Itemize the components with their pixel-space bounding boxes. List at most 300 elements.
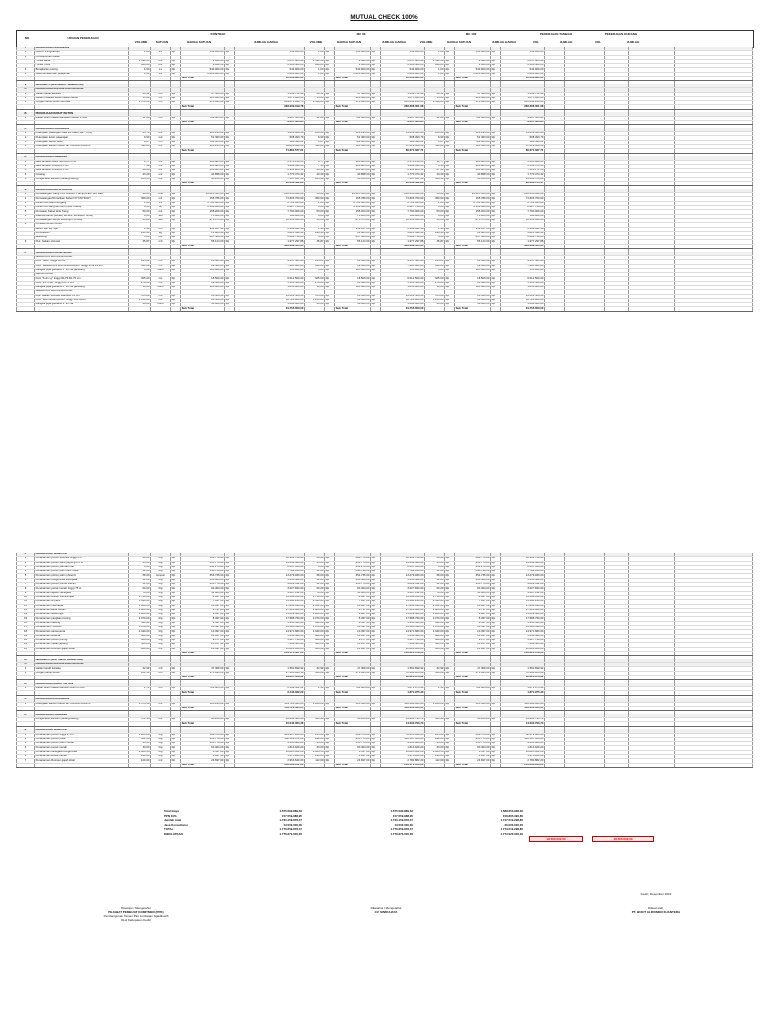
item-number: 11 bbox=[17, 600, 35, 604]
item-number: 1 bbox=[17, 132, 35, 136]
rp-cell: Rp bbox=[325, 613, 335, 617]
mc-amount: 7.563.500,00 bbox=[381, 643, 425, 647]
mc-unit-price: 648.738,00 bbox=[335, 570, 371, 574]
mc-volume: 43,00 bbox=[305, 561, 325, 565]
header-kurang-vol: VOL bbox=[594, 40, 602, 44]
rp-cell: Rp bbox=[445, 140, 455, 144]
mc-volume: 949,00 bbox=[305, 64, 325, 68]
rp-cell: Rp bbox=[491, 687, 501, 691]
item-number: 3 bbox=[17, 565, 35, 569]
kontrak-unit: Set bbox=[151, 214, 171, 218]
kontrak-unit-price: 335.776,00 bbox=[181, 742, 225, 746]
item-description: Penanaman pohon palm ekor tupai bbox=[35, 570, 129, 574]
mc2-amount: 14.522.500,00 bbox=[501, 294, 545, 298]
subtotal-label: Sub Total bbox=[181, 181, 225, 185]
mc-unit-price: 18.500,00 bbox=[335, 298, 371, 302]
item-description: Penanaman kristal merah bbox=[35, 755, 129, 759]
kontrak-volume: 30,00 bbox=[129, 746, 151, 750]
totals-mc: 1.776.670.000,00 bbox=[390, 832, 413, 836]
rp-cell: Rp bbox=[491, 260, 501, 264]
mc-volume: 9,90 bbox=[305, 136, 325, 140]
kontrak-unit-price: 10.397,00 bbox=[181, 630, 225, 634]
rp-cell: Rp bbox=[491, 116, 501, 120]
mc-amount: 20.720.000,00 bbox=[381, 298, 425, 302]
subtotal-mc2: 9.297.323,64 bbox=[501, 120, 545, 124]
subtotal-mc: 218.221.079,00 bbox=[381, 651, 425, 655]
rp-cell: Rp bbox=[371, 565, 381, 569]
mc-unit-price: 50.000,00 bbox=[335, 303, 371, 307]
item-description: JEMBATAN WAYANGKURMA bbox=[35, 255, 129, 259]
mc2-amount: 1.175.280,00 bbox=[501, 755, 545, 759]
kontrak-amount: 16.042.364,46 bbox=[235, 718, 305, 722]
rp-cell: Rp bbox=[325, 164, 335, 168]
mc-volume: 78,00 bbox=[305, 591, 325, 595]
mc-unit-price: 12.906,00 bbox=[335, 231, 371, 235]
mc-unit-price: 867.586,00 bbox=[335, 236, 371, 240]
totals-mc2: 1.773.519.298,80 bbox=[500, 827, 523, 832]
header-tambah-vol: VOL bbox=[532, 40, 540, 44]
rp-cell: Rp bbox=[445, 733, 455, 737]
kontrak-unit: btg bbox=[151, 621, 171, 625]
rp-cell: Rp bbox=[491, 718, 501, 722]
rp-cell: Rp bbox=[171, 565, 181, 569]
mc-unit-price: 18.500,00 bbox=[335, 264, 371, 268]
rp-cell: Rp bbox=[491, 587, 501, 591]
rp-cell: Rp bbox=[171, 286, 181, 290]
kontrak-unit: m3 bbox=[151, 92, 171, 96]
mc-volume: 1,00 bbox=[305, 72, 325, 76]
item-description: Panel box board tengang bbox=[35, 201, 129, 205]
item-number: 5 bbox=[17, 210, 35, 214]
mc2-amount: 555.000,00 bbox=[501, 268, 545, 272]
mc2-amount: 14.971.680,00 bbox=[501, 630, 545, 634]
empty-cell bbox=[371, 763, 381, 767]
rp-cell: Rp bbox=[171, 759, 181, 763]
mc-unit-price: 10.947,00 bbox=[335, 634, 371, 638]
mc-volume: 9,77 bbox=[305, 160, 325, 164]
mc-volume: 2.730,00 bbox=[305, 595, 325, 599]
mc-amount: 3.333.330,00 bbox=[381, 621, 425, 625]
rp-cell: Rp bbox=[325, 667, 335, 671]
kontrak-unit-price: 2.106.936,00 bbox=[181, 206, 225, 210]
rp-cell: Rp bbox=[225, 746, 235, 750]
kontrak-unit: btg bbox=[151, 600, 171, 604]
empty-cell bbox=[129, 307, 151, 311]
kontrak-amount: 3.627.840,00 bbox=[235, 587, 305, 591]
rp-cell: Rp bbox=[491, 281, 501, 285]
kontrak-amount: 7.147.851,36 bbox=[235, 177, 305, 181]
section-number: B bbox=[17, 683, 35, 687]
kontrak-amount: 74.603.700,00 bbox=[235, 197, 305, 201]
mc2-amount: 20.720.000,00 bbox=[501, 298, 545, 302]
mc-unit-price: 782.603,00 bbox=[335, 116, 371, 120]
rp-cell: Rp bbox=[491, 600, 501, 604]
rp-cell: Rp bbox=[225, 264, 235, 268]
kontrak-amount: 4.365.088,00 bbox=[235, 742, 305, 746]
kontrak-unit: m3 bbox=[151, 671, 171, 675]
subtotal-label: Sub Total bbox=[181, 149, 225, 153]
kontrak-amount: 1.000.000,00 bbox=[235, 303, 305, 307]
kontrak-volume: 26,38 bbox=[129, 169, 151, 173]
mc2-volume: 10,00 bbox=[425, 286, 445, 290]
rp-cell: Rp bbox=[371, 746, 381, 750]
kontrak-unit: btg bbox=[151, 746, 171, 750]
rp-cell: Rp bbox=[371, 759, 381, 763]
kontrak-unit: Ls bbox=[151, 68, 171, 72]
kontrak-unit-price: 47.308,00 bbox=[181, 667, 225, 671]
item-description: Font "K-di-r-g" tinggi 60-75-82-75 cm bbox=[35, 277, 129, 281]
mc-unit-price: 18.500,00 bbox=[335, 277, 371, 281]
kontrak-unit: m1 bbox=[151, 96, 171, 100]
rp-cell: Rp bbox=[171, 702, 181, 706]
mc-volume: 1.200,00 bbox=[305, 702, 325, 706]
mc2-amount: 15.283.590,00 bbox=[501, 626, 545, 630]
kontrak-unit: Unit bbox=[151, 193, 171, 197]
kontrak-unit: m2 bbox=[151, 647, 171, 651]
rp-cell: Rp bbox=[171, 733, 181, 737]
item-description: Penanaman bougenville variegata bbox=[35, 578, 129, 582]
mc-unit-price: 24.697,00 bbox=[335, 759, 371, 763]
subtotal-label: Sub Total bbox=[181, 244, 225, 248]
mc2-unit-price: 24.697,00 bbox=[455, 759, 491, 763]
item-description: Penanaman pohon pucuk merah bbox=[35, 583, 129, 587]
subtotal-label-mc: Sub Total bbox=[335, 105, 371, 109]
rp-cell: Rp bbox=[225, 638, 235, 642]
empty-cell bbox=[171, 763, 181, 767]
rp-cell: Rp bbox=[371, 145, 381, 149]
mc-amount: 15.283.590,00 bbox=[381, 626, 425, 630]
item-number: 12 bbox=[17, 604, 35, 608]
mc2-unit-price: 60.464,00 bbox=[455, 587, 491, 591]
kontrak-unit-price: 7.097,00 bbox=[181, 600, 225, 604]
mc-volume: 325,00 bbox=[305, 277, 325, 281]
mc2-volume: 1.980,00 bbox=[425, 608, 445, 612]
kontrak-volume: 1,00 bbox=[129, 72, 151, 76]
kontrak-amount: 1.850.000,00 bbox=[235, 286, 305, 290]
kontrak-unit: btg bbox=[151, 591, 171, 595]
totals-kontrak: 157.559.988,95 bbox=[281, 813, 302, 818]
subtotal-label-mc: Sub Total bbox=[335, 706, 371, 710]
rp-cell: Rp bbox=[491, 667, 501, 671]
subtotal-label-mc: Sub Total bbox=[335, 181, 371, 185]
mc2-amount: 1.770.474,42 bbox=[501, 173, 545, 177]
kontrak-volume: 14,00 bbox=[129, 218, 151, 222]
mc2-volume: 235,00 bbox=[425, 260, 445, 264]
kontrak-volume: 9,90 bbox=[129, 136, 151, 140]
item-description: Penanaman Rumput gajah lokal bbox=[35, 759, 129, 763]
mc2-amount: 67.419.000,00 bbox=[501, 145, 545, 149]
mc-volume: 1,00 bbox=[305, 51, 325, 55]
rp-cell: Rp bbox=[171, 51, 181, 55]
mc2-volume: 1,00 bbox=[425, 72, 445, 76]
mc2-unit-price: 15.127,00 bbox=[455, 643, 491, 647]
mc2-amount: 3.627.840,00 bbox=[501, 587, 545, 591]
subtotal-kontrak: 159.720.495,05 bbox=[235, 706, 305, 710]
item-number: 2 bbox=[17, 671, 35, 675]
mc-unit-price: 2.781.835,00 bbox=[335, 201, 371, 205]
rp-cell: Rp bbox=[325, 630, 335, 634]
mc-amount: 78.813.840,00 bbox=[381, 733, 425, 737]
mc2-unit-price: 8.797,00 bbox=[455, 608, 491, 612]
mc-amount: 1.175.280,00 bbox=[381, 755, 425, 759]
rp-cell: Rp bbox=[445, 201, 455, 205]
rp-cell: Rp bbox=[325, 574, 335, 578]
item-number: 4 bbox=[17, 746, 35, 750]
kontrak-amount: 6.961.286,30 bbox=[235, 169, 305, 173]
mc2-volume: 2.070,00 bbox=[425, 617, 445, 621]
kontrak-amount: 469.217.280,00 bbox=[235, 733, 305, 737]
mc-volume: 235,00 bbox=[305, 260, 325, 264]
item-description: Penanaman anamia bbox=[35, 634, 129, 638]
mc-volume: 112,60 bbox=[305, 759, 325, 763]
mc2-volume: 410,00 bbox=[425, 264, 445, 268]
left-role-line2: PEJABAT PEMBUAT KOMITMEN (PPK) bbox=[108, 910, 164, 914]
mc-unit-price: 782.603,00 bbox=[335, 687, 371, 691]
kontrak-unit-price: 43.226,00 bbox=[181, 177, 225, 181]
mc2-volume: 30,00 bbox=[425, 746, 445, 750]
mc-amount: 524.344,01 bbox=[381, 140, 425, 144]
mc2-unit-price: 43.226,00 bbox=[455, 177, 491, 181]
mc-volume: 1.550,00 bbox=[305, 101, 325, 105]
mc2-unit-price: 9.847,00 bbox=[455, 613, 491, 617]
mc2-unit-price: 113.500,00 bbox=[455, 702, 491, 706]
header-mc-volume: VOLUME bbox=[309, 40, 323, 44]
mc2-unit-price: 782.603,00 bbox=[455, 687, 491, 691]
subtotal-kontrak: 383.389.534,64 bbox=[235, 244, 305, 248]
kontrak-unit: m3 bbox=[151, 227, 171, 231]
section-number: C bbox=[17, 128, 35, 132]
item-description: Font "WAYANGKURMA" tinggi 100-95cm bbox=[35, 298, 129, 302]
mc2-amount: 5.161.500,00 bbox=[501, 281, 545, 285]
kontrak-unit-price: 18.500,00 bbox=[181, 277, 225, 281]
mc-volume: 1.440,00 bbox=[305, 630, 325, 634]
kontrak-amount: 13.368.810,00 bbox=[235, 595, 305, 599]
mc-amount: 17.843.610,00 bbox=[381, 604, 425, 608]
subtotal-kontrak: 20.352.462,83 bbox=[235, 181, 305, 185]
kontrak-unit-price: 10.947,00 bbox=[181, 634, 225, 638]
rp-cell: Rp bbox=[325, 561, 335, 565]
mc-volume: 20,00 bbox=[305, 303, 325, 307]
kontrak-amount: 7.760.000,00 bbox=[235, 210, 305, 214]
rp-cell: Rp bbox=[371, 626, 381, 630]
mc-volume: 3,00 bbox=[305, 236, 325, 240]
subtotal-kontrak: 61.754.000,00 bbox=[235, 307, 305, 311]
mc2-amount: 2.158.579,30 bbox=[501, 164, 545, 168]
kontrak-unit: m3 bbox=[151, 240, 171, 244]
item-description: Dokumentasi dan pelaporan bbox=[35, 72, 129, 76]
rp-cell: Rp bbox=[225, 240, 235, 244]
item-description: Penanaman agave variegata bbox=[35, 591, 129, 595]
rp-cell: Rp bbox=[171, 136, 181, 140]
mc-unit-price: 60.464,00 bbox=[335, 587, 371, 591]
mc2-volume: 1.180,00 bbox=[425, 613, 445, 617]
mc-amount: 2.578.156,45 bbox=[381, 160, 425, 164]
kontrak-amount: 108.119.872,00 bbox=[235, 737, 305, 741]
section-title: PEKERJAAN RABAT BETON bbox=[35, 683, 129, 687]
item-description: Penanaman pohon tembesi tinggi 3 m bbox=[35, 557, 129, 561]
rp-cell: Rp bbox=[491, 193, 501, 197]
mc2-amount: 265.042.250,00 bbox=[501, 101, 545, 105]
kontrak-volume: 2.590,00 bbox=[129, 59, 151, 63]
section-number: D bbox=[17, 156, 35, 160]
rp-cell: Rp bbox=[171, 600, 181, 604]
header-mc2-volume: VOLUME bbox=[419, 40, 433, 44]
kontrak-unit: btg bbox=[151, 742, 171, 746]
rp-cell: Rp bbox=[225, 737, 235, 741]
kontrak-unit-price: 10.947,00 bbox=[181, 604, 225, 608]
mc2-volume: 28,00 bbox=[425, 557, 445, 561]
mc-amount: 5.627.740,00 bbox=[381, 638, 425, 642]
kontrak-unit: cm bbox=[151, 277, 171, 281]
rp-cell: Rp bbox=[325, 68, 335, 72]
item-description: Penanaman pohon pandan bali bbox=[35, 565, 129, 569]
mc2-amount: 14.438.368,00 bbox=[501, 561, 545, 565]
rp-cell: Rp bbox=[225, 587, 235, 591]
rp-cell: Rp bbox=[325, 303, 335, 307]
totals-label: Jasa Konsultansi bbox=[164, 822, 188, 827]
mc2-unit-price: 4.897,00 bbox=[455, 755, 491, 759]
kontrak-unit: btg bbox=[151, 626, 171, 630]
mc-amount: 8.427.744,00 bbox=[381, 206, 425, 210]
rp-cell: Rp bbox=[445, 173, 455, 177]
subtotal-kontrak: 16.042.364,46 bbox=[235, 722, 305, 726]
item-description: Pekerjaan pasangan bata 1/2 bata (1pc : 4 ps) bbox=[35, 132, 129, 136]
item-number: 6 bbox=[17, 755, 35, 759]
signature-middle bbox=[306, 906, 466, 914]
mc-unit-price: 170.995,00 bbox=[335, 101, 371, 105]
kontrak-volume: 10,00 bbox=[129, 193, 151, 197]
mc-unit-price: 8.797,00 bbox=[335, 608, 371, 612]
rp-cell: Rp bbox=[371, 140, 381, 144]
mc2-volume: 390,00 bbox=[425, 621, 445, 625]
item-number: 10 bbox=[17, 595, 35, 599]
item-number: 9 bbox=[17, 240, 35, 244]
kontrak-amount: 2.781.835,00 bbox=[235, 201, 305, 205]
mc2-volume: 2,48 bbox=[425, 227, 445, 231]
rp-cell: Rp bbox=[491, 604, 501, 608]
rp-cell: Rp bbox=[491, 231, 501, 235]
boq-table-bottom bbox=[16, 553, 753, 768]
item-description: Batu andesit halus 30x30x3,5 cm bbox=[35, 160, 129, 164]
section-number: D bbox=[17, 714, 35, 718]
rp-cell: Rp bbox=[325, 617, 335, 621]
rp-cell: Rp bbox=[325, 570, 335, 574]
mc2-volume: 43,00 bbox=[425, 561, 445, 565]
rp-cell: Rp bbox=[445, 227, 455, 231]
rp-cell: Rp bbox=[325, 59, 335, 63]
header-mc2-jumlah: JUMLAH HARGA bbox=[491, 40, 517, 44]
rp-cell: Rp bbox=[171, 617, 181, 621]
kontrak-unit: btg bbox=[151, 613, 171, 617]
rp-cell: Rp bbox=[371, 193, 381, 197]
kontrak-volume: 1.280,00 bbox=[129, 733, 151, 737]
subtotal-mc2: 80.071.337,71 bbox=[501, 149, 545, 153]
rp-cell: Rp bbox=[371, 286, 381, 290]
rp-cell: Rp bbox=[491, 160, 501, 164]
kontrak-unit-price: 60.464,00 bbox=[181, 746, 225, 750]
mc-volume: 15,00 bbox=[305, 96, 325, 100]
mc-volume: 100,00 bbox=[305, 132, 325, 136]
mc2-unit-price: 366.576,00 bbox=[455, 733, 491, 737]
mc2-amount: 78.466.186,00 bbox=[501, 671, 545, 675]
rp-cell: Rp bbox=[325, 240, 335, 244]
totals-kontrak: 1.733.159.878,47 bbox=[279, 818, 302, 823]
rp-cell: Rp bbox=[225, 72, 235, 76]
empty-cell bbox=[545, 763, 565, 767]
subtotal-mc2: 218.221.079,00 bbox=[501, 651, 545, 655]
mc2-volume: 1.550,00 bbox=[425, 101, 445, 105]
mc2-unit-price: 8.547,00 bbox=[455, 750, 491, 754]
kontrak-unit-price: 15.127,00 bbox=[181, 643, 225, 647]
rp-cell: Rp bbox=[445, 59, 455, 63]
subtotal-label-mc: Sub Total bbox=[335, 307, 371, 311]
rp-cell: Rp bbox=[491, 277, 501, 281]
mc-unit-price: 113.500,00 bbox=[335, 145, 371, 149]
rp-cell: Rp bbox=[225, 193, 235, 197]
rp-cell: Rp bbox=[325, 759, 335, 763]
mc-volume: 35,87 bbox=[305, 240, 325, 244]
mc2-volume: 299,00 bbox=[425, 737, 445, 741]
mc2-unit-price: 10.397,00 bbox=[455, 630, 491, 634]
kontrak-volume: 20,00 bbox=[129, 303, 151, 307]
item-description: Penanaman Bokoh merah/hijau bbox=[35, 595, 129, 599]
subtotal-label-mc2: Sub Total bbox=[455, 105, 491, 109]
rp-cell: Rp bbox=[325, 193, 335, 197]
rp-cell: Rp bbox=[491, 578, 501, 582]
mc2-amount: 4.347.500,00 bbox=[501, 260, 545, 264]
kontrak-unit-price: 341.276,00 bbox=[181, 565, 225, 569]
mc2-unit-price: 54.964,00 bbox=[455, 591, 491, 595]
kontrak-amount: 7.784.856,00 bbox=[235, 570, 305, 574]
mc2-amount: 2.602.758,00 bbox=[501, 236, 545, 240]
rp-cell: Rp bbox=[171, 667, 181, 671]
item-description: Penanaman kana merah bbox=[35, 608, 129, 612]
rp-cell: Rp bbox=[371, 608, 381, 612]
kontrak-amount: 2.047.656,00 bbox=[235, 565, 305, 569]
rp-cell: Rp bbox=[371, 583, 381, 587]
kontrak-amount: 540.000,00 bbox=[235, 68, 305, 72]
rp-cell: Rp bbox=[171, 218, 181, 222]
rp-cell: Rp bbox=[171, 268, 181, 272]
rp-cell: Rp bbox=[225, 169, 235, 173]
item-description: Urugan tanah subur bbox=[35, 671, 129, 675]
rp-cell: Rp bbox=[445, 557, 455, 561]
kontrak-volume: 35,87 bbox=[129, 240, 151, 244]
kontrak-amount: 2.578.156,45 bbox=[235, 160, 305, 164]
mc2-unit-price: 40.898,00 bbox=[455, 173, 491, 177]
rp-cell: Rp bbox=[445, 702, 455, 706]
mc2-unit-price: 12.906,00 bbox=[455, 231, 491, 235]
totals-mc2: 1.588.653.908,00 bbox=[500, 809, 523, 813]
kontrak-amount: 69.019.830,00 bbox=[235, 145, 305, 149]
rp-cell: Rp bbox=[325, 643, 335, 647]
mc2-amount: 540.000,00 bbox=[501, 68, 545, 72]
rp-cell: Rp bbox=[371, 687, 381, 691]
kontrak-unit-price: 390.776,00 bbox=[181, 557, 225, 561]
item-number: 19 bbox=[17, 634, 35, 638]
rp-cell: Rp bbox=[445, 164, 455, 168]
item-description: Bekisting bbox=[35, 236, 129, 240]
kontrak-volume: 1.578,26 bbox=[129, 101, 151, 105]
rp-cell: Rp bbox=[225, 214, 235, 218]
kontrak-volume: 78,00 bbox=[129, 591, 151, 595]
mc2-amount: 82.479.600,00 bbox=[501, 733, 545, 737]
item-description: Penanaman melati jepang bbox=[35, 643, 129, 647]
kontrak-volume: 371,13 bbox=[129, 718, 151, 722]
mc2-volume: 1.470,00 bbox=[425, 626, 445, 630]
empty-cell bbox=[325, 763, 335, 767]
section-title: SEGMEN 1 (SISI BARAT JEMBATAN) bbox=[35, 84, 129, 88]
